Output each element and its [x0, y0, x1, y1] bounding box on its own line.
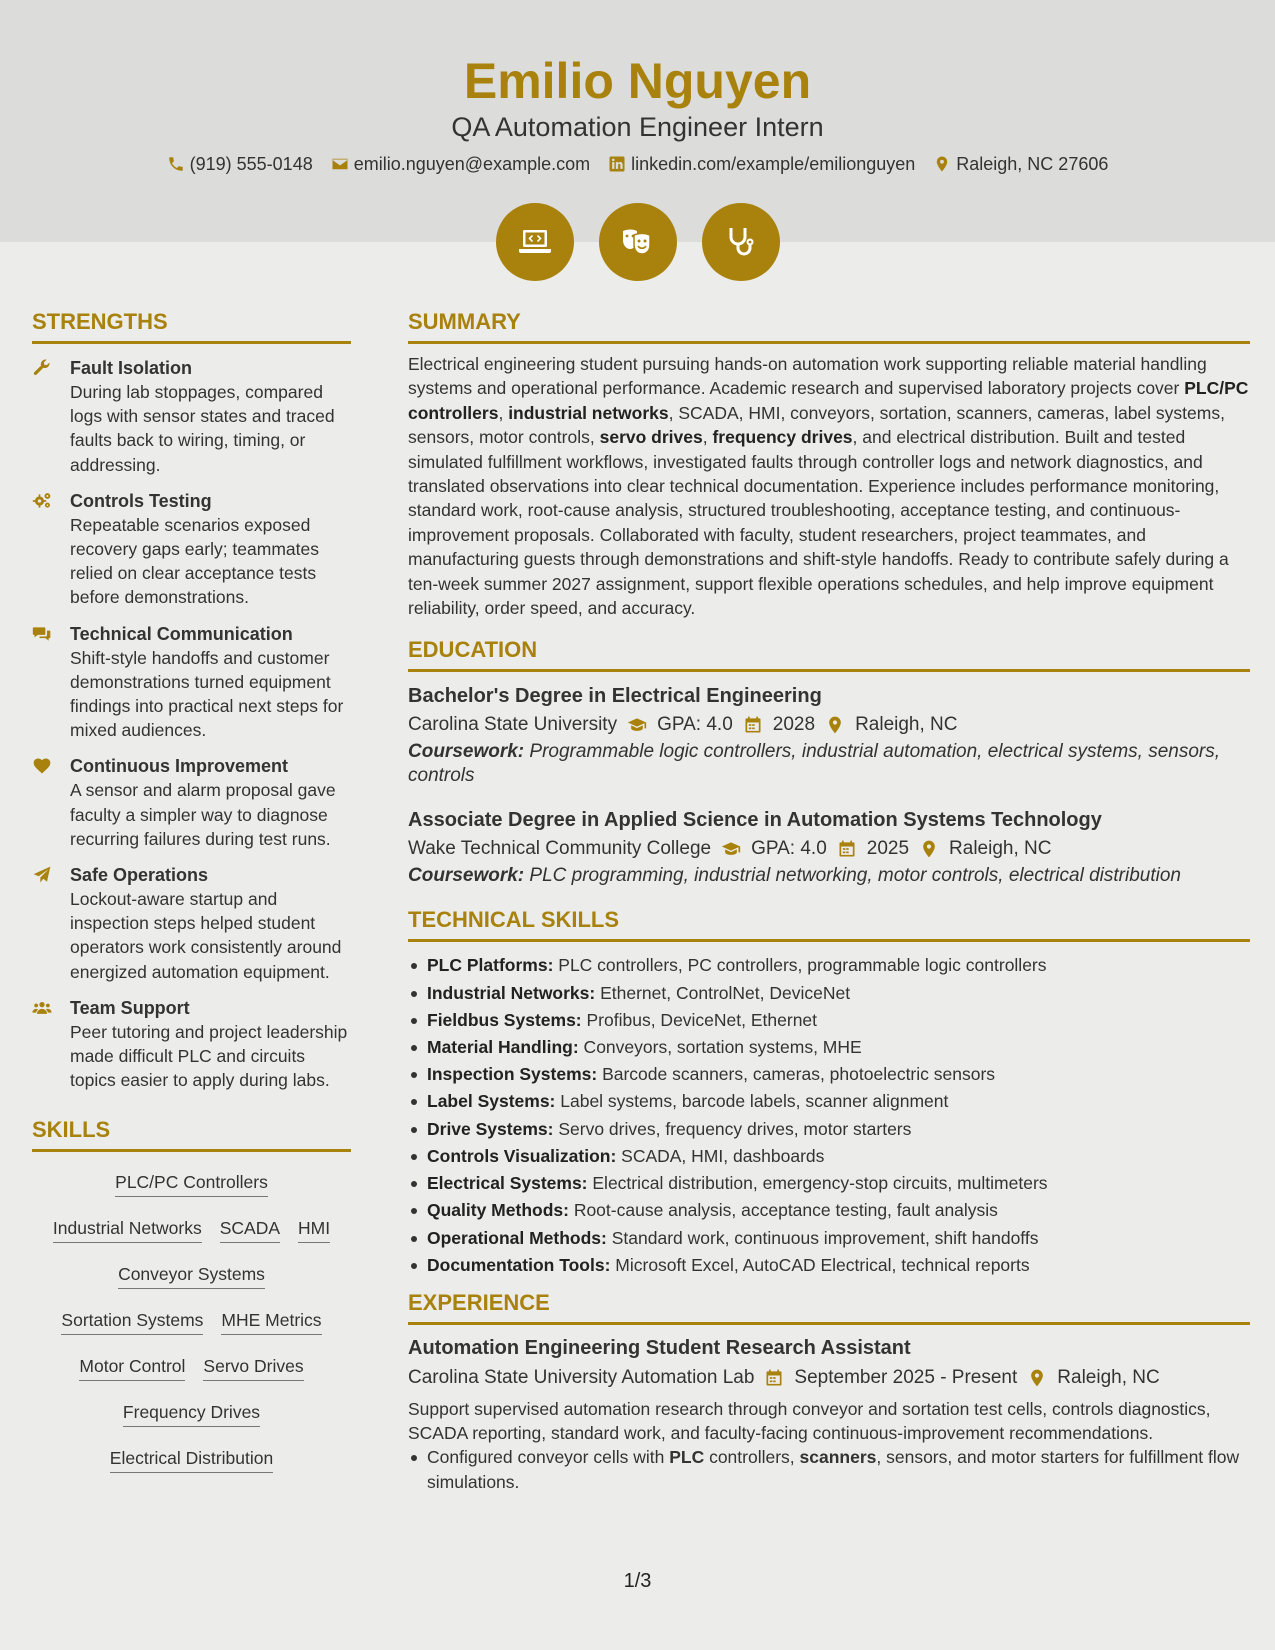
location-text: Raleigh, NC 27606 [956, 154, 1109, 174]
summary-heading: SUMMARY [408, 308, 1250, 344]
coursework [408, 740, 1250, 788]
bold-keyword: frequency drives [712, 427, 853, 448]
technical-skill-label: Documentation Tools: [427, 1254, 611, 1275]
text-run: Configured conveyor cells with [427, 1447, 670, 1468]
graduation-cap-icon [627, 715, 647, 735]
right-column [408, 308, 1250, 1494]
skills-chips [32, 1162, 351, 1484]
contact-email[interactable] [331, 152, 590, 176]
contact-location [933, 152, 1108, 176]
experience-heading: EXPERIENCE [408, 1289, 1250, 1325]
technical-skill-item [408, 1088, 1250, 1115]
bold-keyword: industrial networks [508, 402, 669, 423]
heart-icon [32, 756, 52, 776]
strengths-heading: STRENGTHS [32, 308, 351, 344]
technical-skill-item [408, 1143, 1250, 1170]
technical-skill-label: Material Handling: [427, 1037, 579, 1058]
graduation-cap-icon [721, 839, 741, 859]
technical-skill-value: Electrical distribution, emergency-stop circuits, multimeters [587, 1173, 1048, 1194]
calendar-icon [764, 1368, 784, 1388]
skill-chip: Industrial Networks [53, 1216, 202, 1243]
text-run: , SCADA, HMI, conveyors, sortation, scanners, cameras, label systems, sensors, motor controls, [408, 402, 1225, 448]
technical-skill-label: PLC Platforms: [427, 955, 554, 976]
skill-chip: Frequency Drives [123, 1400, 260, 1427]
coursework-text: PLC programming, industrial networking, motor controls, electrical distribution [529, 865, 1181, 887]
paper-plane-icon [32, 865, 52, 885]
text-run: , sensors, and motor starters for fulfillment flow simulations. [427, 1447, 1240, 1492]
laptop-code-icon [496, 203, 574, 281]
technical-skill-item [408, 1116, 1250, 1143]
skill-chip: HMI [298, 1216, 330, 1243]
envelope-icon [331, 155, 349, 173]
technical-skill-item [408, 952, 1250, 979]
strength-item [32, 996, 351, 1093]
technical-skill-item [408, 1197, 1250, 1224]
technical-skill-item [408, 1007, 1250, 1034]
bold-keyword: servo drives [599, 427, 703, 448]
contact-bar [0, 152, 1275, 176]
technical-skill-label: Fieldbus Systems: [427, 1009, 582, 1030]
technical-skill-label: Controls Visualization: [427, 1145, 617, 1166]
text-run: , [702, 427, 713, 448]
job-location: Raleigh, NC [1057, 1366, 1160, 1388]
education-heading: EDUCATION [408, 636, 1250, 672]
technical-skill-value: Servo drives, frequency drives, motor starters [553, 1118, 912, 1139]
job-bullets [408, 1445, 1250, 1493]
calendar-icon [743, 715, 763, 735]
strength-title: Controls Testing [70, 490, 212, 511]
skill-chip: Sortation Systems [61, 1308, 203, 1335]
skill-chip: SCADA [220, 1216, 280, 1243]
gpa: GPA: 4.0 [657, 714, 733, 736]
contact-linkedin[interactable] [608, 152, 915, 176]
skill-chip: Electrical Distribution [110, 1446, 273, 1473]
skills-heading: SKILLS [32, 1116, 351, 1152]
technical-skill-value: Root-cause analysis, acceptance testing, fault analysis [568, 1200, 998, 1221]
bold-keyword: scanners [799, 1447, 877, 1468]
technical-skill-item [408, 1170, 1250, 1197]
technical-skill-label: Operational Methods: [427, 1227, 607, 1248]
strength-title: Safe Operations [70, 865, 209, 886]
technical-skill-label: Industrial Networks: [427, 982, 596, 1003]
comments-icon [32, 624, 52, 644]
technical-skill-value: PLC controllers, PC controllers, programmable logic controllers [553, 955, 1047, 976]
theater-masks-icon [599, 203, 677, 281]
strength-text: Shift-style handoffs and customer demonstrations turned equipment findings into practical next steps for mixed audiences. [70, 647, 344, 741]
technical-skill-item [408, 1034, 1250, 1061]
technical-skill-value: Ethernet, ControlNet, DeviceNet [595, 982, 851, 1003]
left-column [32, 308, 351, 1484]
gears-icon [32, 491, 52, 511]
strength-text: A sensor and alarm proposal gave faculty a simpler way to diagnose recurring failures during test runs. [70, 780, 336, 849]
coursework-text: Programmable logic controllers, industrial automation, electrical systems, sensors, controls [408, 741, 1221, 787]
education-entry [408, 806, 1250, 888]
skill-chip: Servo Drives [203, 1354, 303, 1381]
wrench-icon [32, 358, 52, 378]
linkedin-text: linkedin.com/example/emilionguyen [631, 154, 916, 174]
strength-item [32, 754, 351, 851]
strength-title: Continuous Improvement [70, 756, 289, 777]
calendar-icon [837, 839, 857, 859]
strength-text: During lab stoppages, compared logs with sensor states and traced faults back to wiring, timing, or addressing. [70, 382, 335, 475]
experience-entry [408, 1333, 1250, 1494]
technical-skill-value: Barcode scanners, cameras, photoelectric sensors [597, 1064, 996, 1085]
text-run: , [498, 402, 509, 423]
technical-skills-list [408, 952, 1250, 1278]
strength-item [32, 489, 351, 610]
technical-skill-label: Inspection Systems: [427, 1064, 598, 1085]
phone-icon [167, 155, 185, 173]
employer: Carolina State University Automation Lab [408, 1366, 755, 1388]
coursework-label: Coursework: [408, 741, 525, 763]
interest-badges [0, 203, 1275, 281]
technical-skill-value: Standard work, continuous improvement, shift handoffs [606, 1227, 1039, 1248]
degree-title: Bachelor's Degree in Electrical Engineering [408, 685, 822, 708]
technical-skill-value: Conveyors, sortation systems, MHE [578, 1037, 862, 1058]
strength-text: Peer tutoring and project leadership made difficult PLC and circuits topics easier to apply during labs. [70, 1021, 348, 1091]
job-description: Support supervised automation research through conveyor and sortation test cells, controls diagnostics, SCADA reporting, standard work, and faculty-facing continuous-improvement recommendations. [408, 1398, 1211, 1444]
technical-skill-value: SCADA, HMI, dashboards [616, 1145, 825, 1166]
graduation-year: 2025 [866, 838, 910, 860]
education-entry [408, 682, 1250, 788]
job-dates: September 2025 - Present [794, 1366, 1018, 1388]
map-pin-icon [919, 839, 939, 859]
school-location: Raleigh, NC [855, 714, 958, 736]
skill-chip: Motor Control [79, 1354, 185, 1381]
bold-keyword: PLC [669, 1447, 705, 1468]
school-name: Wake Technical Community College [408, 838, 712, 860]
graduation-year: 2028 [772, 714, 816, 736]
summary-text [408, 352, 1250, 620]
technical-skills-heading: TECHNICAL SKILLS [408, 906, 1250, 942]
strength-item [32, 356, 351, 477]
stethoscope-icon [702, 203, 780, 281]
users-icon [32, 998, 52, 1018]
coursework [408, 864, 1250, 888]
strength-text: Repeatable scenarios exposed recovery gaps early; teammates relied on clear acceptance tests before demonstrations. [70, 514, 319, 608]
strength-title: Fault Isolation [70, 358, 193, 378]
candidate-role: QA Automation Engineer Intern [451, 112, 824, 142]
text-run: controllers, [704, 1447, 800, 1468]
contact-phone[interactable] [167, 152, 313, 176]
technical-skill-label: Electrical Systems: [427, 1173, 588, 1194]
technical-skill-item [408, 1061, 1250, 1088]
degree-title: Associate Degree in Applied Science in Automation Systems Technology [408, 809, 1102, 832]
technical-skill-item [408, 1252, 1250, 1279]
school-location: Raleigh, NC [949, 838, 1052, 860]
map-pin-icon [825, 715, 845, 735]
technical-skill-label: Drive Systems: [427, 1118, 554, 1139]
technical-skill-label: Quality Methods: [427, 1200, 569, 1221]
technical-skill-value: Label systems, barcode labels, scanner alignment [555, 1091, 949, 1112]
map-pin-icon [933, 155, 951, 173]
strength-item [32, 863, 351, 984]
candidate-name: Emilio Nguyen [463, 53, 812, 109]
skill-chip: PLC/PC Controllers [115, 1170, 268, 1197]
technical-skill-value: Microsoft Excel, AutoCAD Electrical, technical reports [610, 1254, 1030, 1275]
technical-skill-item [408, 1225, 1250, 1252]
strength-item [32, 622, 351, 743]
strength-title: Technical Communication [70, 623, 293, 644]
linkedin-icon [608, 155, 626, 173]
email-text: emilio.nguyen@example.com [353, 154, 591, 174]
job-title: Automation Engineering Student Research Assistant [408, 1336, 911, 1359]
technical-skill-value: Profibus, DeviceNet, Ethernet [581, 1009, 818, 1030]
school-name: Carolina State University [408, 714, 618, 736]
page-number: 1/3 [623, 1570, 652, 1592]
text-run: Electrical engineering student pursuing hands-on automation work supporting reliable material handling systems and operational performance. Academic research and supervised laboratory projects cover [408, 354, 1207, 399]
skill-chip: MHE Metrics [221, 1308, 321, 1335]
skill-chip: Conveyor Systems [118, 1262, 265, 1289]
bold-keyword: PLC/PC controllers [408, 378, 1249, 423]
coursework-label: Coursework: [408, 865, 525, 887]
text-run: , and electrical distribution. Built and tested simulated fulfillment workflows, investigated faults through controller logs and network diagnostics, and translated observations into clear technical documentation. Experience includes performance monitoring, standard work, root-cause analysis, structured troubleshooting, acceptance testing, and continuous-improvement proposals. Collaborated with faculty, student researchers, project teammates, and manufacturing guests through demonstrations and shift-style handoffs. Ready to contribute safely during a ten-week summer 2027 assignment, support flexible operations schedules, and help improve equipment reliability, order speed, and accuracy. [408, 427, 1229, 619]
phone-text: (919) 555-0148 [189, 154, 313, 174]
job-bullet [408, 1445, 1250, 1493]
strength-title: Team Support [70, 997, 190, 1018]
map-pin-icon [1027, 1368, 1047, 1388]
technical-skill-item [408, 980, 1250, 1007]
technical-skill-label: Label Systems: [427, 1091, 556, 1112]
strength-text: Lockout-aware startup and inspection steps helped student operators work consistently around energized automation equipment. [70, 889, 342, 982]
gpa: GPA: 4.0 [751, 838, 827, 860]
